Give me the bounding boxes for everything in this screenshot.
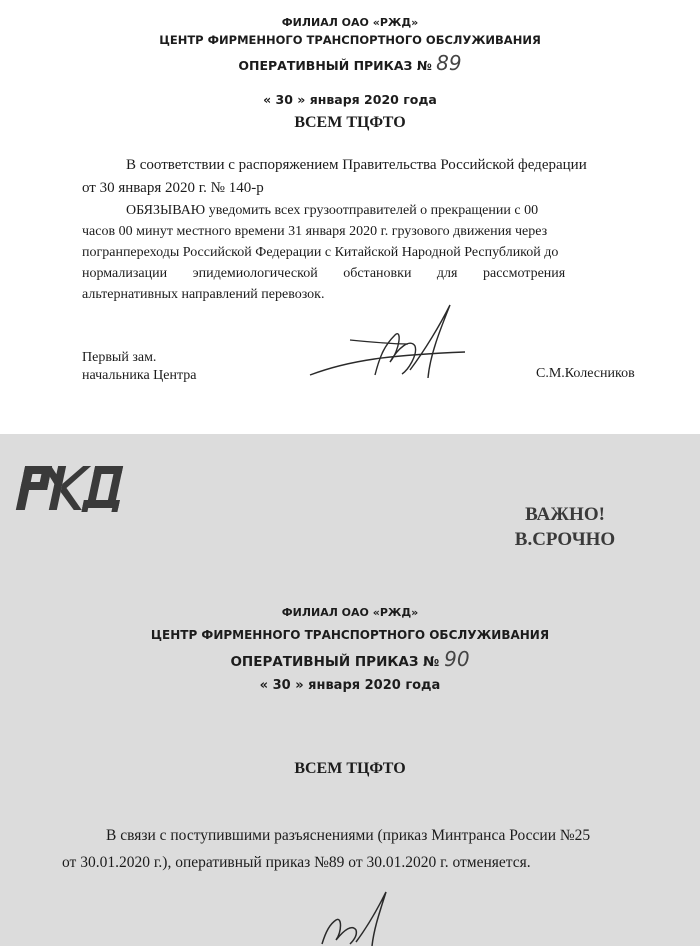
order-heading bbox=[0, 647, 700, 671]
body-line: от 30.01.2020 г.), оперативный приказ №89 от 30.01.2020 г. отменяется. bbox=[62, 854, 531, 871]
addressee-heading: ВСЕМ ТЦФТО bbox=[294, 760, 406, 777]
stamp-line: В.СРОЧНО bbox=[514, 529, 616, 550]
addressee-heading: ВСЕМ ТЦФТО bbox=[294, 114, 406, 131]
signature-scribble bbox=[300, 886, 420, 946]
order-label: ОПЕРАТИВНЫЙ ПРИКАЗ № bbox=[238, 58, 432, 73]
order-number: 90 bbox=[444, 647, 470, 671]
body-line: В связи с поступившими разъяснениями (приказ Минтранса России №25 bbox=[106, 827, 591, 844]
signer-name: С.М.Колесников bbox=[536, 366, 635, 381]
stamp-line: ВАЖНО! bbox=[525, 504, 605, 525]
order-number: 89 bbox=[436, 51, 462, 75]
branch-heading: ФИЛИАЛ ОАО «РЖД» bbox=[281, 606, 419, 619]
body-line: альтернативных направлений перевозок. bbox=[82, 287, 325, 302]
center-heading: ЦЕНТР ФИРМЕННОГО ТРАНСПОРТНОГО ОБСЛУЖИВАНИЯ bbox=[159, 33, 541, 47]
order-label: ОПЕРАТИВНЫЙ ПРИКАЗ № bbox=[230, 654, 440, 670]
signer-title: начальника Центра bbox=[82, 368, 197, 383]
order-date: « 30 » января 2020 года bbox=[259, 678, 441, 693]
branch-heading: ФИЛИАЛ ОАО «РЖД» bbox=[281, 16, 419, 29]
signature-scribble bbox=[290, 300, 490, 390]
body-line: В соответствии с распоряжением Правительства Российской федерации bbox=[126, 157, 587, 173]
body-line: погранпереходы Российской Федерации с Китайской Народной Республикой до bbox=[82, 245, 559, 260]
urgent-stamp bbox=[480, 502, 650, 552]
center-heading: ЦЕНТР ФИРМЕННОГО ТРАНСПОРТНОГО ОБСЛУЖИВАНИЯ bbox=[150, 628, 550, 642]
body-line: от 30 января 2020 г. № 140-р bbox=[82, 180, 264, 196]
body-line: ОБЯЗЫВАЮ уведомить всех грузоотправителей о прекращении с 00 bbox=[126, 203, 539, 218]
signer-title: Первый зам. bbox=[82, 350, 157, 365]
order-date: « 30 » января 2020 года bbox=[263, 92, 437, 107]
order-89-document bbox=[0, 0, 700, 434]
body-line: часов 00 минут местного времени 31 января 2020 г. грузового движения через bbox=[82, 224, 548, 239]
rzd-logo-icon bbox=[14, 462, 132, 514]
order-heading bbox=[0, 51, 700, 75]
order-90-document bbox=[0, 434, 700, 946]
body-line: нормализации эпидемиологической обстановки для рассмотрения bbox=[82, 266, 566, 281]
